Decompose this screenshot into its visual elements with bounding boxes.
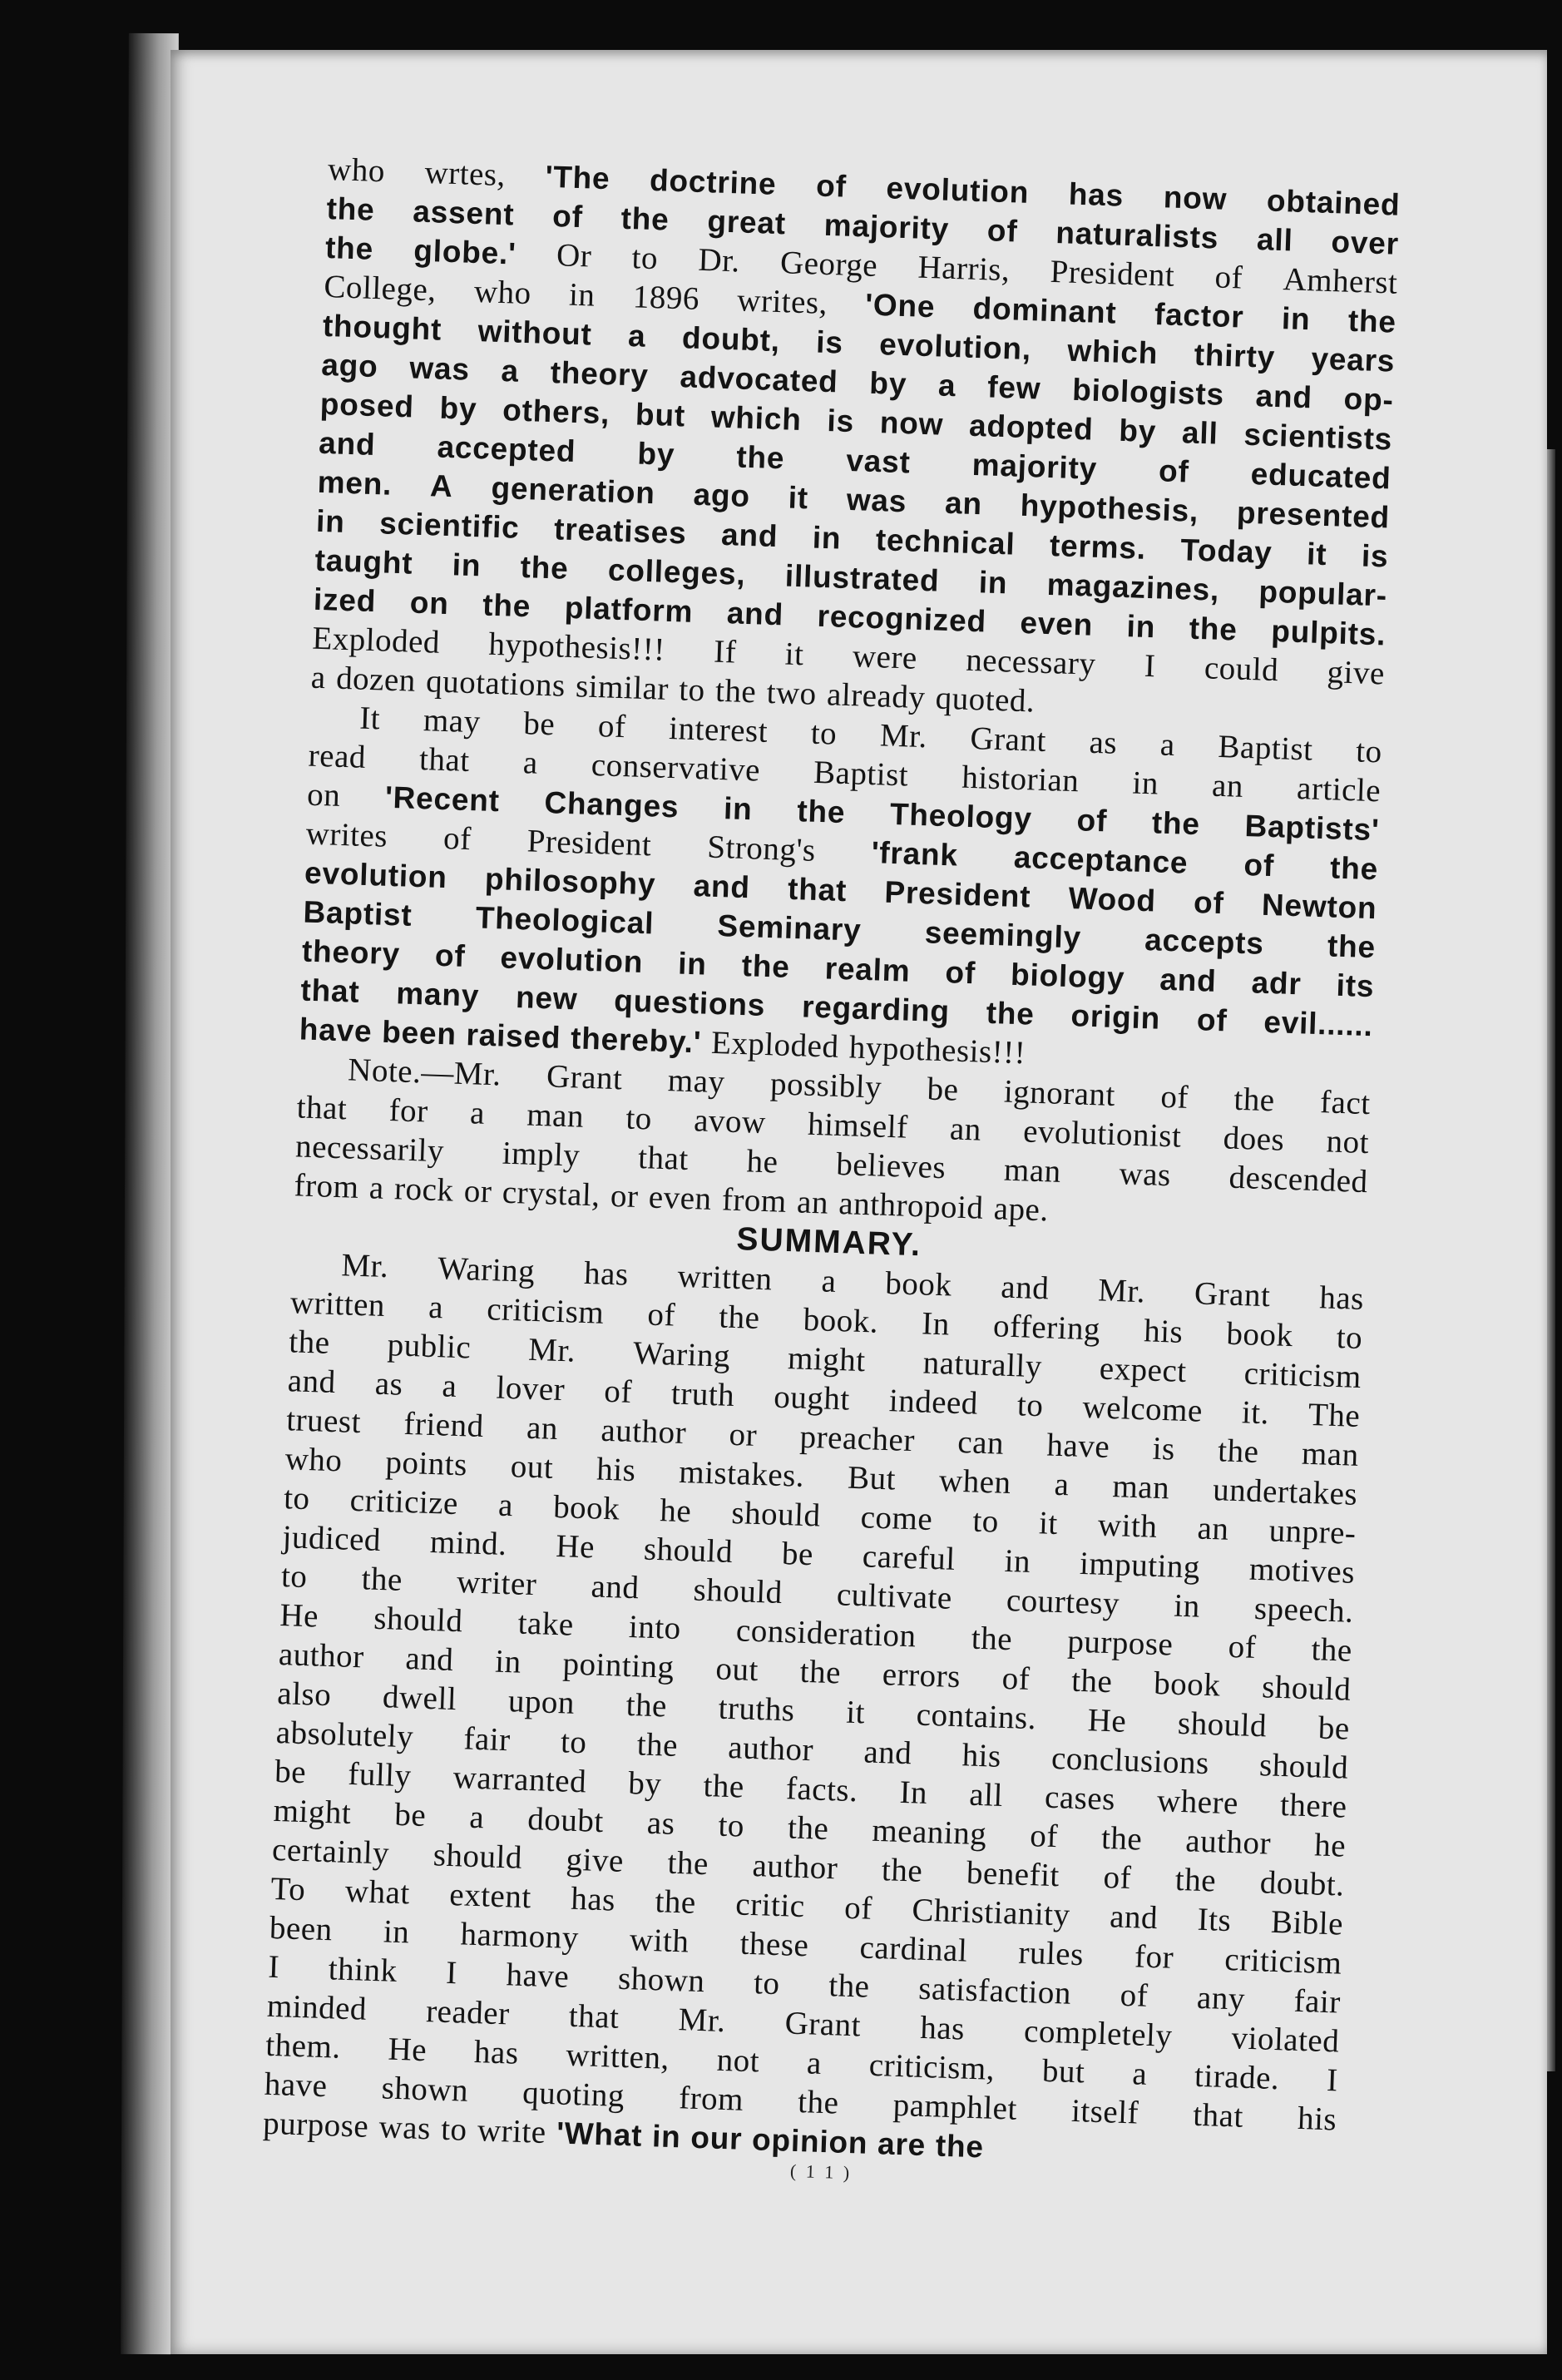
text-line: College, who in 1896 writes, 'One dominant factor in the <box>323 268 1397 339</box>
body-text <box>263 150 1401 2178</box>
text-line: It may be of interest to Mr. Grant as a Baptist to <box>358 700 1383 770</box>
text-line: I think I have shown to the satisfaction of any fair <box>267 1948 1342 2021</box>
text-line: ago was a theory advocated by a few biologists and op- <box>320 347 1395 418</box>
text-line: and accepted by the vast majority of educated <box>318 425 1392 496</box>
text-line: author and in pointing out the errors of the book should <box>278 1636 1352 1708</box>
section-heading-text: SUMMARY. <box>735 1220 922 1264</box>
text-line: who points out his mistakes. But when a man undertakes <box>284 1441 1358 1512</box>
page-right-edge <box>1547 449 1555 2071</box>
text-line: written a criticism of the book. In offering his book to <box>289 1284 1363 1356</box>
text-line: read that a conservative Baptist historian in an article <box>308 737 1382 809</box>
text-line: theory of evolution in the realm of biology and adr its <box>301 933 1375 1004</box>
text-line: certainly should give the author the benefit of the doubt. <box>271 1831 1346 1903</box>
text-line: might be a doubt as to the meaning of the author he <box>273 1792 1347 1864</box>
text-line: the globe.' Or to Dr. George Harris, President of Amherst <box>324 230 1399 301</box>
text-line: evolution philosophy and that President Wood of Newton <box>304 855 1378 926</box>
text-line: Exploded hypothesis!!! If it were necessary I could give <box>311 620 1386 692</box>
text-line: who wrtes, 'The doctrine of evolution has now obtained <box>327 151 1401 222</box>
text-line: minded reader that Mr. Grant has completely violated <box>266 1987 1340 2060</box>
text-line: to criticize a book he should come to it with an unpre- <box>283 1480 1357 1551</box>
text-line: that for a man to avow himself an evolutionist does not <box>296 1089 1370 1161</box>
text-line: purpose was to write 'What in our opinion are the <box>262 2105 985 2165</box>
text-line: necessarily imply that he believes man was descended <box>294 1128 1369 1200</box>
text-line: Note.—Mr. Grant may possibly be ignorant of the fact <box>347 1051 1372 1122</box>
text-line: to the writer and should cultivate courtesy in speech. <box>280 1558 1355 1630</box>
text-line: from a rock or crystal, or even from an anthropoid ape. <box>293 1167 1050 1229</box>
text-line: To what extent has the critic of Christianity and Its Bible <box>269 1870 1344 1942</box>
text-line: on 'Recent Changes in the Theology of the Baptists' <box>306 776 1381 848</box>
text-line: absolutely fair to the author and his conclusions should <box>275 1714 1349 1786</box>
text-line: ized on the platform and recognized even in the pulpits. <box>313 581 1387 652</box>
text-line: that many new questions regarding the origin of evil...... <box>299 972 1374 1043</box>
text-line: posed by others, but which is now adopted by all scientists <box>319 386 1393 457</box>
text-line: Baptist Theological Seminary seemingly accepts the <box>302 894 1377 965</box>
text-line: Mr. Waring has written a book and Mr. Grant has <box>340 1247 1365 1318</box>
text-line: taught in the colleges, illustrated in magazines, popular- <box>314 542 1388 613</box>
text-line: have shown quoting from the pamphlet itself that his <box>264 2066 1337 2138</box>
text-line: judiced mind. He should be careful in imputing motives <box>281 1519 1356 1591</box>
text-line: also dwell upon the truths it contains. He should be <box>276 1675 1351 1747</box>
text-line: and as a lover of truth ought indeed to welcome it. The <box>287 1363 1361 1434</box>
text-line: He should take into consideration the purpose of the <box>279 1597 1353 1669</box>
text-line: writes of President Strong's 'frank acceptance of the <box>305 815 1379 887</box>
text-line: truest friend an author or preacher can have is the man <box>285 1402 1360 1473</box>
text-line: the assent of the great majority of naturalists all over <box>325 190 1400 261</box>
page-number: ( 1 1 ) <box>789 2160 853 2184</box>
text-line: in scientific treatises and in technical terms. Today it is <box>315 503 1390 574</box>
text-line: thought without a doubt, is evolution, which thirty years <box>322 308 1396 379</box>
text-line: the public Mr. Waring might naturally expect criticism <box>288 1324 1362 1395</box>
text-line: a dozen quotations similar to the two already quoted. <box>310 659 1036 720</box>
text-line: them. He has written, not a criticism, but a tirade. I <box>264 2026 1339 2099</box>
text-line: been in harmony with these cardinal rules for criticism <box>269 1909 1343 1982</box>
text-line: have been raised thereby.' Exploded hypothesis!!! <box>299 1012 1026 1071</box>
text-line: be fully warranted by the facts. In all cases where there <box>274 1753 1348 1825</box>
text-line: men. A generation ago it was an hypothesis, presented <box>317 464 1391 535</box>
